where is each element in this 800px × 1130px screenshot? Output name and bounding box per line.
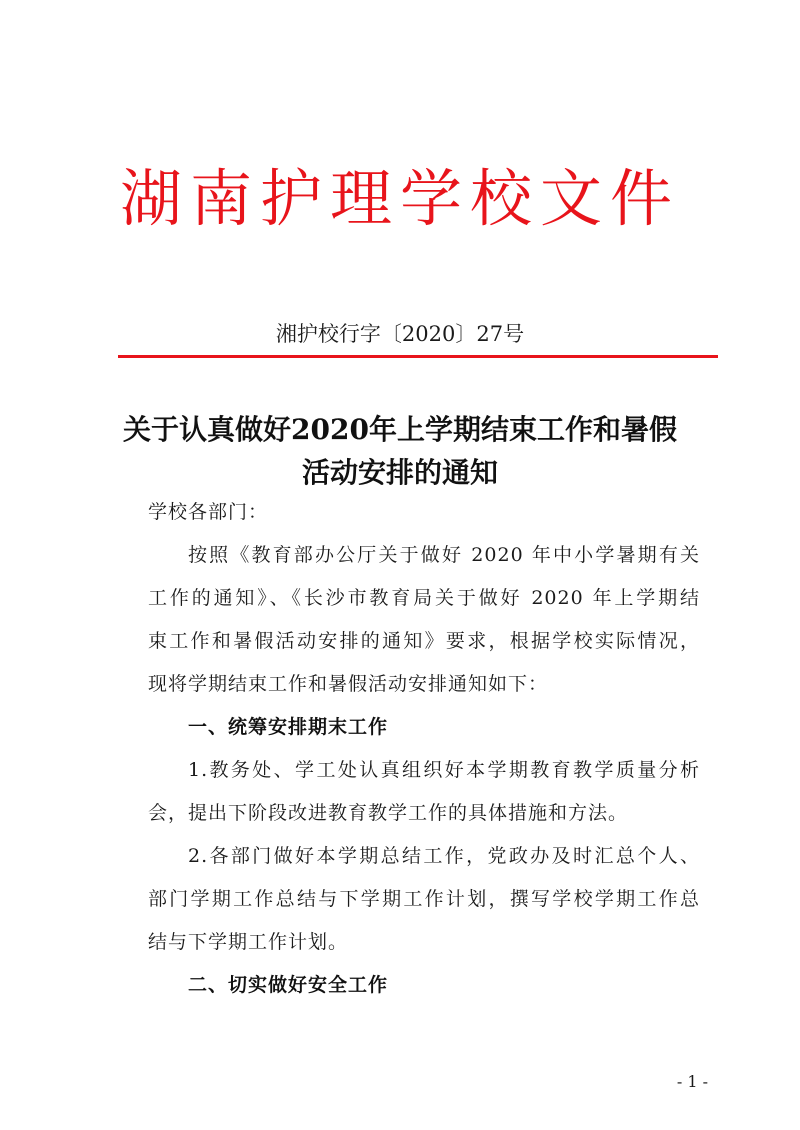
document-masthead: 湖南护理学校文件 [119, 162, 680, 235]
document-title-line-2: 活动安排的通知 [301, 456, 498, 489]
page-number: - 1 - [676, 1072, 708, 1091]
section-1-item-2-line-1: 2.各部门做好本学期总结工作，党政办及时汇总个人、 [188, 845, 700, 867]
document-number: 湘护校行字〔2020〕27号 [275, 322, 525, 346]
section-1-item-1-line-1: 1.教务处、学工处认真组织好本学期教育教学质量分析 [188, 759, 700, 781]
intro-line-3: 束工作和暑假活动安排的通知》要求，根据学校实际情况， [148, 630, 700, 652]
red-divider-line [118, 355, 718, 358]
section-1-item-1-line-2: 会，提出下阶段改进教育教学工作的具体措施和方法。 [148, 802, 629, 824]
section-1-heading: 一、统筹安排期末工作 [188, 716, 389, 738]
section-1-item-2-line-3: 结与下学期工作计划。 [148, 931, 349, 953]
intro-line-4: 现将学期结束工作和暑假活动安排通知如下： [148, 673, 549, 695]
section-2-heading: 二、切实做好安全工作 [188, 974, 389, 996]
section-1-item-2-line-2: 部门学期工作总结与下学期工作计划，撰写学校学期工作总 [148, 888, 700, 910]
intro-line-1: 按照《教育部办公厅关于做好 2020 年中小学暑期有关 [188, 544, 700, 566]
intro-line-2: 工作的通知》、《长沙市教育局关于做好 2020 年上学期结 [148, 587, 700, 609]
document-title-line-1: 关于认真做好2020年上学期结束工作和暑假 [123, 413, 677, 446]
salutation: 学校各部门： [148, 501, 269, 523]
